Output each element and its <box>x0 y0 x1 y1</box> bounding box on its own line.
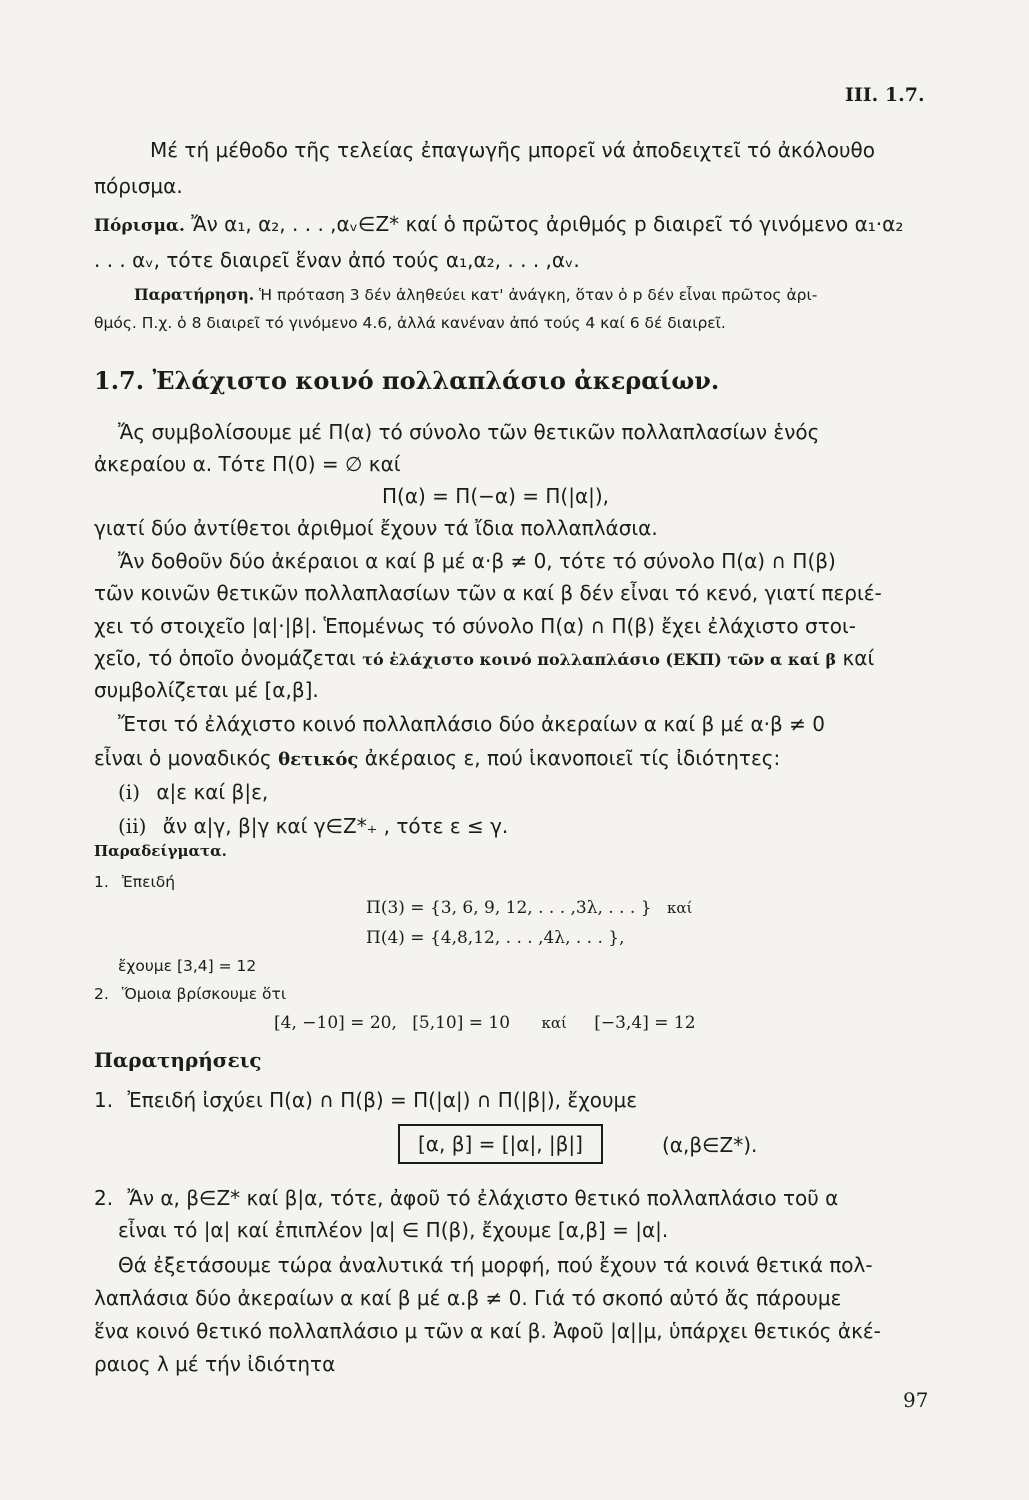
section-reference: III. 1.7. <box>845 84 925 106</box>
example-2-formulas <box>274 1013 696 1033</box>
example-1-and: καί <box>666 899 693 917</box>
para2-line-5: συμβολίζεται μέ [α,β]. <box>94 678 319 702</box>
observation-1-number: 1. <box>94 1088 114 1112</box>
remark-line-1 <box>134 285 817 304</box>
example-1-text: Ἐπειδή <box>121 873 176 891</box>
property-1-text: α|ε καί β|ε, <box>156 780 269 804</box>
observation-1-line <box>94 1084 637 1117</box>
example-2-and: καί <box>541 1014 567 1032</box>
corollary-line-1 <box>94 208 903 243</box>
final-line-4: ραιος λ μέ τήν ἰδιότητα <box>94 1352 336 1376</box>
para1-line-2: ἀκεραίου α. Τότε Π(0) = ∅ καί <box>94 452 401 476</box>
positive-emphasis: θετικός <box>278 749 359 770</box>
example-2-text: Ὅμοια βρίσκουμε ὅτι <box>121 985 287 1003</box>
page-number: 97 <box>903 1388 929 1412</box>
para1-line-3: γιατί δύο ἀντίθετοι ἀριθμοί ἔχουν τά ἴδια πολλαπλάσια. <box>94 516 658 540</box>
example-2-number: 2. <box>94 985 109 1003</box>
observation-1-condition: (α,β∈Z*). <box>662 1133 758 1157</box>
para1-formula: Π(α) = Π(−α) = Π(|α|), <box>382 484 610 508</box>
example-1-formula-1 <box>366 898 692 918</box>
para2-line-4-end: καί <box>842 646 875 670</box>
observation-2-line-1 <box>94 1182 838 1215</box>
final-line-1: Θά ἐξετάσουμε τώρα ἀναλυτικά τή μορφή, πού ἔχουν τά κοινά θετικά πολ- <box>118 1253 873 1277</box>
lcm-definition-term: τό ἐλάχιστο κοινό πολλαπλάσιο (ΕΚΠ) τῶν α καί β <box>362 650 837 669</box>
remark-line-2: θμός. Π.χ. ὁ 8 διαιρεῖ τό γινόμενο 4.6, ἀλλά κανέναν ἀπό τούς 4 καί 6 δέ διαιρεῖ. <box>94 314 726 332</box>
example-1-result: ἔχουμε [3,4] = 12 <box>118 957 257 975</box>
observation-2-line-2: εἶναι τό |α| καί ἐπιπλέον |α| ∈ Π(β), ἔχουμε [α,β] = |α|. <box>118 1218 669 1242</box>
observation-2-text-1: Ἄν α, β∈Z* καί β|α, τότε, ἀφοῦ τό ἐλάχιστο θετικό πολλαπλάσιο τοῦ α <box>127 1186 839 1210</box>
example-1-formula-2: Π(4) = {4,8,12, . . . ,4λ, . . . }, <box>366 928 625 948</box>
final-line-3: ἕνα κοινό θετικό πολλαπλάσιο μ τῶν α καί β. Ἀφοῦ |α||μ, ὑπάρχει θετικός ἀκέ- <box>94 1319 881 1343</box>
intro-line-1: Μέ τή μέθοδο τῆς τελείας ἐπαγωγῆς μπορεῖ νά ἀποδειχτεῖ τό ἀκόλουθο <box>150 138 876 162</box>
observations-label: Παρατηρήσεις <box>94 1048 262 1072</box>
intro-line-2: πόρισμα. <box>94 174 183 198</box>
example-2-lcm-1: [4, −10] = 20, <box>274 1013 397 1033</box>
property-1-number: (i) <box>118 780 141 804</box>
corollary-label: Πόρισμα. <box>94 216 185 236</box>
property-2 <box>118 810 508 843</box>
example-2-lcm-2: [5,10] = 10 <box>412 1013 511 1033</box>
boxed-lcm-identity: [α, β] = [|α|, |β|] <box>398 1124 603 1164</box>
para2-line-2: τῶν κοινῶν θετικῶν πολλαπλασίων τῶν α καί β δέν εἶναι τό κενό, γιατί περιέ- <box>94 581 882 605</box>
remark-label: Παρατήρηση. <box>134 285 255 304</box>
para2-line-4-start: χεῖο, τό ὁποῖο ὀνομάζεται <box>94 646 356 670</box>
example-1-intro <box>94 873 175 891</box>
section-heading <box>94 366 719 395</box>
section-number: 1.7. <box>94 366 145 395</box>
example-1-set-3: Π(3) = {3, 6, 9, 12, . . . ,3λ, . . . } <box>366 898 652 918</box>
example-2-intro <box>94 985 286 1003</box>
para1-line-1: Ἄς συμβολίσουμε μέ Π(α) τό σύνολο τῶν θετικῶν πολλαπλασίων ἑνός <box>118 420 820 444</box>
observation-2-number: 2. <box>94 1186 114 1210</box>
para2-line-1: Ἄν δοθοῦν δύο ἀκέραιοι α καί β μέ α·β ≠ 0, τότε τό σύνολο Π(α) ∩ Π(β) <box>118 549 836 573</box>
remark-text-1: Ἡ πρόταση 3 δέν ἀληθεύει κατ' ἀνάγκη, ὅταν ὁ p δέν εἶναι πρῶτος ἀρι- <box>259 286 818 304</box>
corollary-text-1: Ἄν α₁, α₂, . . . ,αᵥ∈Z* καί ὁ πρῶτος ἀριθμός p διαιρεῖ τό γινόμενο α₁·α₂ <box>191 212 904 236</box>
para3-line-2 <box>94 742 780 776</box>
property-2-text: ἄν α|γ, β|γ καί γ∈Z*₊ , τότε ε ≤ γ. <box>162 814 509 838</box>
example-2-lcm-3: [−3,4] = 12 <box>594 1013 696 1033</box>
example-1-number: 1. <box>94 873 109 891</box>
property-2-number: (ii) <box>118 814 147 838</box>
para3-line-1: Ἔτσι τό ἐλάχιστο κοινό πολλαπλάσιο δύο ἀκεραίων α καί β μέ α·β ≠ 0 <box>118 712 825 736</box>
para3-line-2-start: εἶναι ὁ μοναδικός <box>94 746 272 770</box>
examples-label: Παραδείγματα. <box>94 842 227 860</box>
final-line-2: λαπλάσια δύο ἀκεραίων α καί β μέ α.β ≠ 0. Γιά τό σκοπό αὐτό ἄς πάρουμε <box>94 1286 842 1310</box>
property-1 <box>118 776 268 809</box>
corollary-line-2: . . . αᵥ, τότε διαιρεῖ ἕναν ἀπό τούς α₁,α₂, . . . ,αᵥ. <box>94 248 580 272</box>
para3-line-2-end: ἀκέραιος ε, πού ἱκανοποιεῖ τίς ἰδιότητες: <box>364 746 781 770</box>
section-title: Ἐλάχιστο κοινό πολλαπλάσιο ἀκεραίων. <box>152 366 720 395</box>
para2-line-3: χει τό στοιχεῖο |α|·|β|. Ἑπομένως τό σύνολο Π(α) ∩ Π(β) ἔχει ἐλάχιστο στοι- <box>94 614 856 638</box>
para2-line-4 <box>94 642 874 676</box>
observation-1-text: Ἐπειδή ἰσχύει Π(α) ∩ Π(β) = Π(|α|) ∩ Π(|β|), ἔχουμε <box>127 1088 638 1112</box>
